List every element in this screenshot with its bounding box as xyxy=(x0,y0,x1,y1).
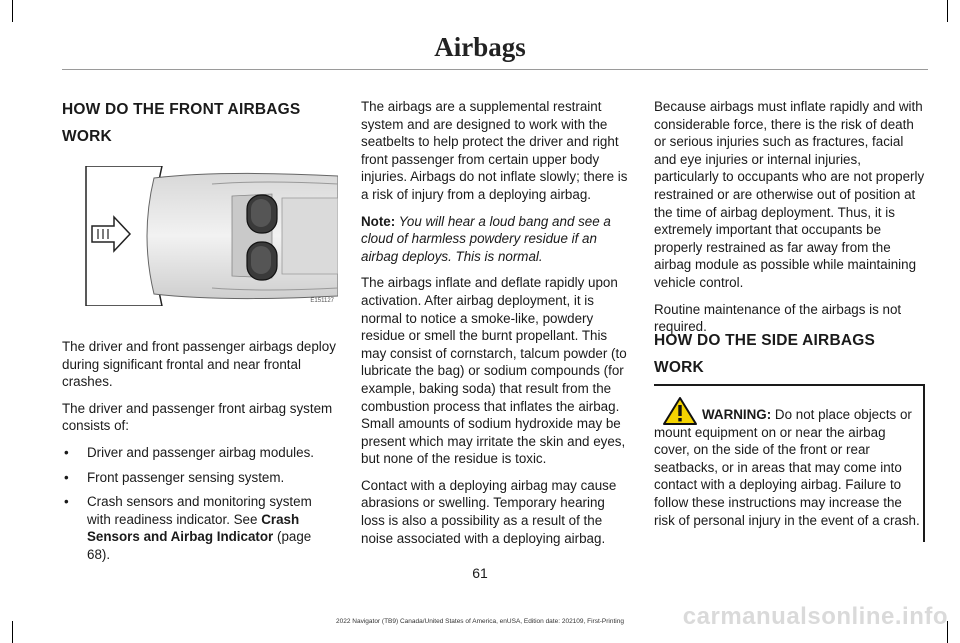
bullet-icon: • xyxy=(64,469,69,485)
heading-line: WORK xyxy=(654,359,704,376)
paragraph: The airbags inflate and deflate rapidly upon activation. After airbag deployment, it is normal to notice a smoke-like, powdery residue or smell the burnt propellant. This may consist of cornstarch, talcum powder (to lubricate the bag) or sodium compounds (for example, baking soda) that result from the combustion process that inflates the airbag. Small amounts of sodium hydroxide may be present which may irritate the skin and eyes, but none of the residue is toxic. xyxy=(361,275,627,467)
heading-line: HOW DO THE FRONT AIRBAGS xyxy=(62,101,301,118)
paragraph: The airbags are a supplemental restraint system and are designed to work with the seatbelts to help protect the driver and right front passenger from certain upper body injuries. Airbags do not inflate slowly; there is a risk of injury from a deploying airbag. xyxy=(361,99,628,202)
image-code: E151127 xyxy=(310,298,334,304)
front-airbags-body xyxy=(62,338,338,571)
paragraph: Contact with a deploying airbag may cause abrasions or swelling. Temporary hearing loss is also a possibility as a result of the noise associated with a deploying airbag. xyxy=(361,477,617,546)
page-number: 61 xyxy=(472,565,488,581)
crop-mark xyxy=(12,0,13,22)
watermark: carmanualsonline.info xyxy=(682,603,948,630)
note-label: Note: xyxy=(361,213,396,229)
paragraph: The driver and passenger front airbag system consists of: xyxy=(62,400,333,434)
header-rule xyxy=(62,69,928,70)
side-airbags-heading xyxy=(654,331,926,377)
bullet-icon: • xyxy=(64,494,69,510)
note-paragraph: Note: You will hear a loud bang and see a cloud of harmless powdery residue if an airbag deploys. This is normal. xyxy=(361,213,611,264)
list-item: • Driver and passenger airbag modules. xyxy=(64,444,315,460)
paragraph: Routine maintenance of the airbags is not required. xyxy=(654,301,902,335)
warning-box xyxy=(654,384,925,542)
front-airbag-illustration xyxy=(62,166,338,306)
heading-line: WORK xyxy=(62,128,112,145)
bullet-icon: • xyxy=(64,444,69,460)
car-airbag-diagram xyxy=(62,166,338,306)
heading-line: HOW DO THE SIDE AIRBAGS xyxy=(654,332,876,349)
page-title: Airbags xyxy=(434,32,526,62)
paragraph: The driver and front passenger airbags deploy during significant frontal and near frontal crashes. xyxy=(62,339,336,390)
list-item: • Crash sensors and monitoring system with readiness indicator. See Crash Sensors and Airbag Indicator (page 68). xyxy=(64,494,312,562)
warning-text: WARNING: Do not place objects or mount equipment on or near the airbag cover, on the side of the front or rear seatbacks, or in areas that may come into contact with a deploying airbag. Failure to follow these instructions may increase the risk of personal injury in the event of a crash. xyxy=(654,407,920,528)
warning-label: WARNING: xyxy=(702,407,772,422)
edition-info: 2022 Navigator (TB9) Canada/United States of America, enUSA, Edition date: 202109, First-Printing xyxy=(336,618,624,625)
paragraph: Because airbags must inflate rapidly and with considerable force, there is the risk of death or serious injuries such as fractures, facial and eye injuries or internal injuries, particularly to occupants who are not properly restrained or are otherwise out of position at the time of airbag deployment. Thus, it is extremely important that occupants be properly restrained as far away from the airbag module as possible while maintaining vehicle control. xyxy=(654,99,925,290)
crop-mark xyxy=(947,0,948,22)
front-airbags-heading xyxy=(62,100,338,146)
list-item: • Front passenger sensing system. xyxy=(64,469,285,485)
cross-reference-link[interactable]: Crash Sensors and Airbag Indicator xyxy=(87,511,300,545)
